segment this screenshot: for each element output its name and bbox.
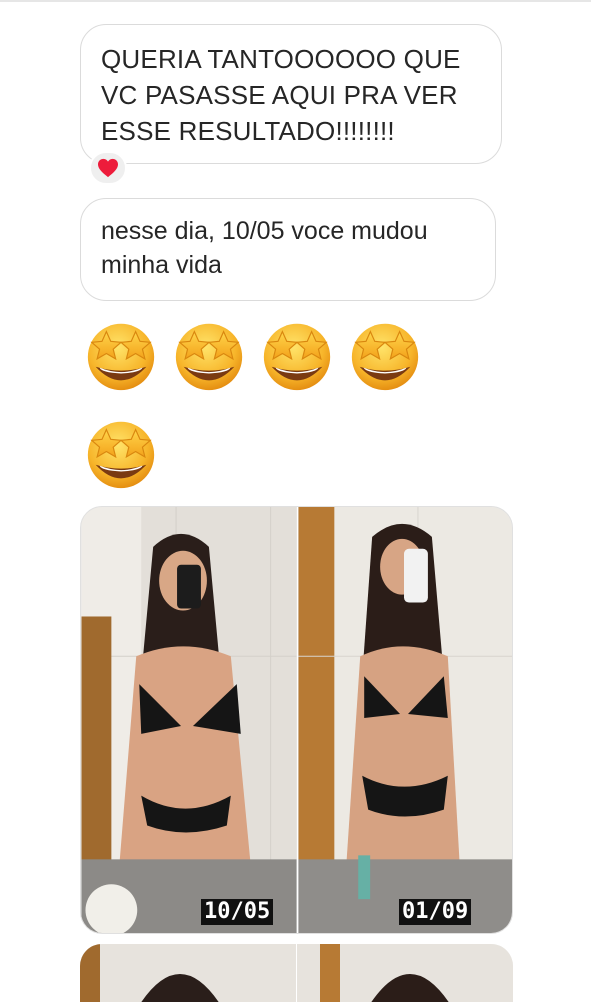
star-struck-emoji xyxy=(346,316,424,394)
star-struck-emoji xyxy=(82,414,160,492)
star-struck-emoji xyxy=(82,316,160,394)
after-photo xyxy=(298,507,513,933)
message-bubble[interactable] xyxy=(80,198,496,301)
emoji-message[interactable] xyxy=(82,316,424,394)
reaction-badge[interactable] xyxy=(89,151,127,185)
photo-preview xyxy=(80,944,513,1002)
photo-message[interactable] xyxy=(80,506,513,934)
star-struck-emoji xyxy=(258,316,336,394)
top-divider xyxy=(0,0,591,2)
date-label-before: 10/05 xyxy=(201,899,273,925)
emoji-message[interactable] xyxy=(82,414,160,492)
before-photo xyxy=(81,507,297,933)
message-text: nesse dia, 10/05 voce mudou minha vida xyxy=(101,217,428,279)
date-label-after: 01/09 xyxy=(399,899,471,925)
photo-message[interactable] xyxy=(80,944,513,1002)
message-text: QUERIA TANTOOOOOO QUE VC PASASSE AQUI PRA VER ESSE RESULTADO!!!!!!!! xyxy=(101,44,461,146)
message-bubble[interactable] xyxy=(80,24,502,164)
heart-icon xyxy=(97,158,119,178)
star-struck-emoji xyxy=(170,316,248,394)
